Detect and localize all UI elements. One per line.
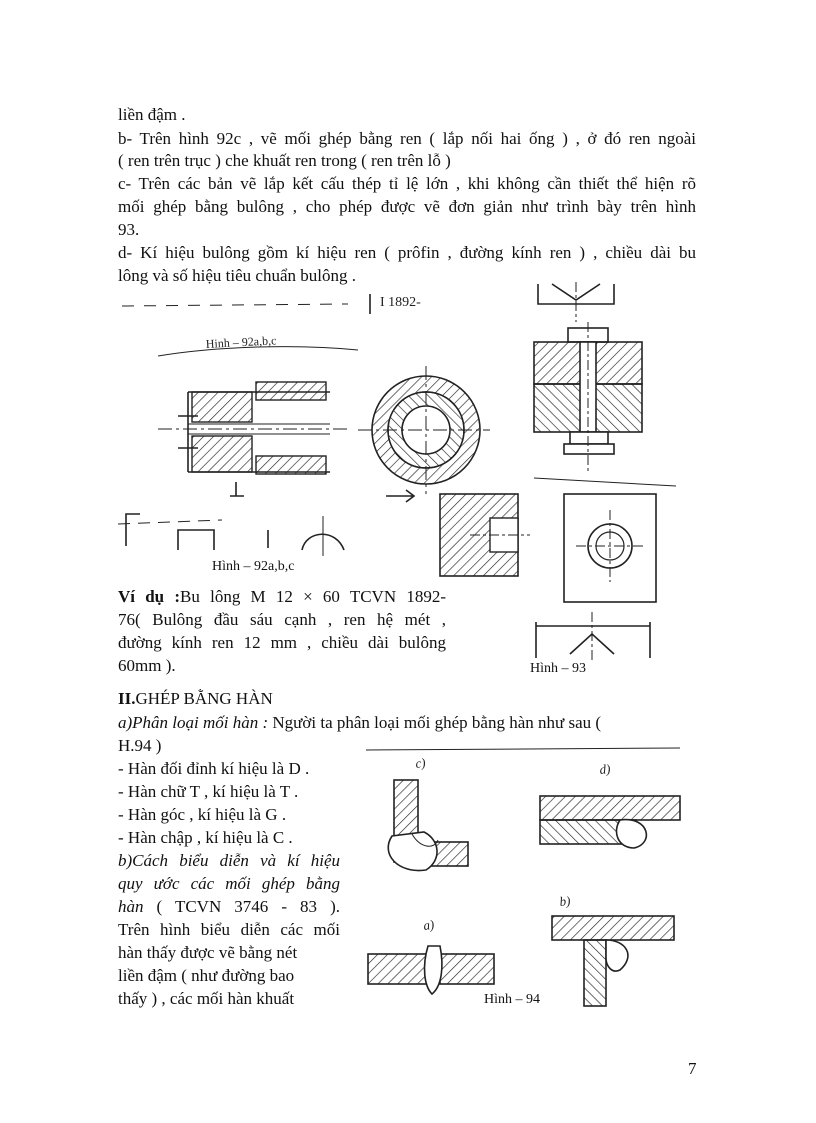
fig94-t-flange [552, 916, 674, 940]
fig94-lap-top [540, 796, 680, 820]
fig94-corner-weld [388, 832, 437, 871]
example-line-2: 76( Bulông đầu sáu cạnh , ren hệ mét , [118, 610, 446, 629]
fig94-label-d: d) [598, 760, 612, 777]
fig92-caption: Hình – 92a,b,c [212, 559, 295, 574]
section-2-b-line-1: b)Cách biểu diễn và kí hiệu [118, 851, 340, 870]
example-label: Ví dụ : [118, 587, 181, 606]
fig92-cut-marker-left [230, 482, 244, 496]
section-2-a-line: a)Phân loại mối hàn : Người ta phân loại mối ghép bằng hàn như sau ( [118, 713, 602, 732]
intro-c-line-1: c- Trên các bản vẽ lắp kết cấu thép tỉ lệ lớn , khi không cần thiết thể hiện rõ [118, 174, 696, 193]
section-2-a-line-2: H.94 ) [118, 736, 162, 755]
fig94-top-rule [366, 748, 680, 750]
weld-type-c: - Hàn chập , kí hiệu là C . [118, 828, 293, 847]
section-2-b-line-3: hàn ( TCVN 3746 - 83 ). [118, 897, 340, 916]
intro-d-line-1: d- Kí hiệu bulông gồm kí hiệu ren ( prôfin , đường kính ren ) , chiều dài bu [118, 243, 696, 262]
fig92-bottom-dash [118, 520, 222, 524]
fig94-label-b: b) [558, 892, 572, 909]
intro-d-line-2: lông và số hiệu tiêu chuẩn bulông . [118, 266, 356, 285]
fig92-bottom-1 [126, 514, 140, 546]
fig92-bottom-2 [178, 530, 214, 550]
fig93-wave [534, 478, 676, 486]
fig92-hatch-top-right [256, 382, 326, 400]
section-2-body-2: hàn thấy được vẽ bằng nét [118, 943, 298, 962]
fig93-nut-bottom [570, 432, 608, 444]
fig92-hatch-bottom [192, 436, 252, 472]
example-line-1: Ví dụ :Bu lông M 12 × 60 TCVN 1892- [118, 587, 446, 606]
example-line-3: đường kính ren 12 mm , chiều dài bulông [118, 633, 446, 652]
section-2-body-1: Trên hình biểu diễn các mối [118, 920, 340, 939]
section-2-a-label: a)Phân loại mối hàn : [118, 713, 269, 732]
intro-b-line-1: b- Trên hình 92c , vẽ mối ghép bằng ren ( lắp nối hai ống ) , ở đó ren ngoài [118, 129, 696, 148]
fig92-scrap-text: I 1892- [380, 295, 421, 310]
fig94-t-weld [606, 940, 628, 971]
section-2-title: GHÉP BẰNG HÀN [135, 689, 273, 708]
fig93-bottom-frame [536, 622, 650, 658]
weld-type-t: - Hàn chữ T , kí hiệu là T . [118, 782, 299, 801]
section-2-body-4: thấy ) , các mối hàn khuất [118, 989, 295, 1008]
intro-c-line-3: 93. [118, 220, 140, 239]
fig94-t-web [584, 940, 606, 1006]
fig92-scrap-dash [122, 304, 348, 306]
weld-type-g: - Hàn góc , kí hiệu là G . [118, 805, 287, 824]
fig94-label-c: c) [414, 754, 427, 771]
fig94-lap-weld [616, 820, 646, 848]
fig92-cut-marker-right [386, 490, 414, 502]
weld-type-d: - Hàn đối đỉnh kí hiệu là D . [118, 759, 310, 778]
example-line-4: 60mm ). [118, 656, 176, 675]
figure-94-drawing [350, 744, 686, 1012]
fig93-caption: Hình – 93 [530, 661, 586, 676]
intro-line-0: liền đậm . [118, 105, 186, 124]
intro-c-line-2: mối ghép bằng bulông , cho phép được vẽ đơn giản như trình bày trên hình [118, 197, 696, 216]
section-2-body-3: liền đậm ( như đường bao [118, 966, 295, 985]
fig93-nut-bottom-2 [564, 444, 614, 454]
section-2-number: II. [118, 689, 136, 708]
fig94-label-a: a) [422, 916, 436, 933]
fig92-hatch-top [192, 392, 252, 422]
figure-93-drawing [440, 282, 676, 662]
fig94-butt-right [440, 954, 494, 984]
section-2-heading [118, 688, 273, 710]
fig94-butt-weld [425, 946, 442, 994]
fig94-caption: Hình – 94 [484, 992, 540, 1007]
intro-b-line-2: ( ren trên trục ) che khuất ren trong ( ren trên lỗ ) [118, 151, 451, 170]
page-number: 7 [688, 1059, 697, 1078]
section-2-b-line-2: quy ước các mối ghép bằng [118, 874, 340, 893]
fig94-butt-left [368, 954, 428, 984]
fig92-scrap-label: Hinh – 92a,b,c [205, 333, 277, 351]
